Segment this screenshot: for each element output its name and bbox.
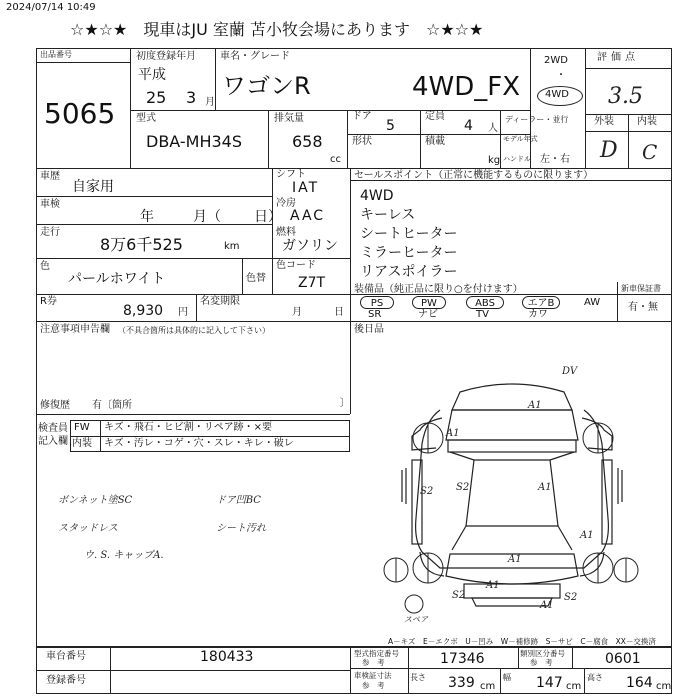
inspection-month: 月（ (193, 209, 221, 225)
interior-grade: C (642, 140, 658, 164)
shift-value: IAT (292, 180, 320, 196)
length-label: 長さ (410, 673, 426, 682)
class-no-value: 0601 (605, 651, 641, 667)
ac-value: AAC (290, 208, 326, 224)
exterior-grade: D (600, 138, 618, 163)
doors-label: ドア (352, 111, 372, 122)
fuel-value: ガソリン (282, 238, 338, 254)
equipment-item-sub: ナビ (418, 309, 438, 320)
first-reg-label: 初度登録年月 (136, 51, 196, 62)
type-no-label: 型式指定番号 (354, 649, 399, 658)
inspector-row2-prefix: 内装 (72, 438, 92, 449)
sales-point-item: リアスポイラー (360, 264, 458, 280)
model-label: 型式 (136, 113, 156, 124)
damage-mark: A1 (580, 530, 594, 541)
equipment-item-sub: TV (476, 309, 489, 320)
equipment-item-sub: SR (368, 309, 382, 320)
length-value: 339 (448, 675, 475, 691)
lot-number: 5065 (44, 97, 116, 130)
exterior-label: 外装 (594, 116, 614, 127)
dims-label2: 参 考 (362, 681, 385, 690)
damage-mark: S2 (564, 592, 578, 603)
type-no-value: 17346 (440, 651, 485, 667)
fuel-label: 燃料 (276, 227, 296, 238)
inspector-row1: キズ・飛石・ヒビ割・リペア跡・×要 (104, 422, 272, 433)
inspector-label: 検査員 (38, 423, 68, 434)
handwritten-note: ドア凹BC (216, 495, 261, 506)
color-code-label: 色コード (276, 260, 316, 271)
header-title: ☆★☆★ 現車はJU 室蘭 苫小牧会場にあります ☆★☆★ (70, 20, 484, 39)
width-label: 幅 (503, 673, 511, 682)
first-reg-era: 平成 (138, 67, 166, 83)
displacement-unit: cc (330, 154, 341, 165)
damage-mark: DV (562, 366, 578, 377)
handle-value: 左・右 (540, 154, 570, 165)
mileage-value: 8万6千525 (100, 235, 183, 254)
damage-mark: スペア (404, 615, 428, 624)
car-name: ワゴンR (222, 72, 311, 100)
width-unit: cm (566, 681, 582, 692)
chassis-label: 車台番号 (46, 651, 86, 662)
car-grade: 4WD_FX (412, 72, 521, 102)
timestamp: 2024/07/14 10:49 (6, 2, 96, 13)
repair-label: 修復歴 (40, 400, 70, 411)
lot-label: 出品番号 (40, 50, 72, 59)
damage-mark: S2 (456, 482, 470, 493)
class-no-label: 類別区分番号 (520, 649, 565, 658)
shape-label: 形状 (352, 136, 372, 147)
ac-label: 冷房 (276, 198, 296, 209)
equipment-item: ABS (466, 296, 504, 309)
inspection-label: 車検 (40, 199, 60, 210)
history-value: 自家用 (72, 179, 114, 195)
first-reg-year: 25 (146, 88, 167, 107)
sales-point-item: ミラーヒーター (360, 245, 458, 261)
name-change-day: 日 (334, 307, 344, 318)
length-unit: cm (480, 681, 496, 692)
drive-option-2wd: 2WD (544, 55, 568, 66)
recycle-unit: 円 (178, 307, 188, 318)
damage-mark: A1 (528, 400, 542, 411)
aftermarket-label: 後日品 (354, 324, 384, 335)
damage-mark: A1 (508, 554, 522, 565)
color-code: Z7T (298, 275, 326, 291)
color-label: 色 (40, 261, 50, 272)
name-change-month: 月 (292, 307, 302, 318)
inspection-year: 年 (140, 209, 154, 225)
handwritten-note: ウ. S. キャップA. (84, 550, 164, 561)
color-change-label: 色替 (246, 273, 266, 284)
sales-point-item: 4WD (360, 188, 394, 204)
capacity-label: 定員 (425, 111, 445, 122)
mileage-unit: km (224, 241, 240, 252)
registration-label: 登録番号 (46, 675, 86, 686)
sales-points-label: セールスポイント（正常に機能するものに限ります） (354, 170, 594, 181)
height-label: 高さ (587, 673, 603, 682)
load-unit: kg (488, 155, 501, 166)
mileage-label: 走行 (40, 227, 60, 238)
history-label: 車歴 (40, 171, 60, 182)
repair-value: 有〔箇所 (92, 400, 132, 411)
color-value: パールホワイト (68, 271, 166, 287)
inspector-row1-prefix: FW (74, 422, 90, 433)
notes-label: 注意事項申告欄 (40, 324, 110, 335)
damage-mark: A1 (486, 580, 500, 591)
notes-sub: （不具合箇所は具体的に記入して下さい） (118, 326, 270, 335)
model-year-label: モデル年式 (503, 135, 538, 143)
inspection-day: 日） (254, 209, 282, 225)
type-no-label2: 参 考 (362, 658, 385, 667)
displacement-label: 排気量 (274, 113, 304, 124)
damage-mark: A1 (538, 482, 552, 493)
recycle-value: 8,930 (123, 303, 164, 319)
equipment-item: AW (584, 297, 601, 308)
equipment-item: エアB (522, 296, 560, 309)
class-no-label2: 参 考 (530, 658, 553, 667)
dims-label: 車検証寸法 (354, 671, 392, 680)
first-reg-month: 3 (186, 88, 197, 107)
inspector-label: 記入欄 (38, 436, 68, 447)
warranty-label: 新車保証書 (621, 284, 661, 293)
recycle-label: R券 (40, 296, 57, 307)
first-reg-month-unit: 月 (205, 97, 215, 108)
equipment-item: PW (412, 296, 446, 309)
shift-label: シフト (276, 169, 306, 180)
sales-point-item: キーレス (360, 207, 416, 223)
handwritten-note: スタッドレス (58, 523, 118, 534)
damage-mark: A1 (540, 600, 554, 611)
load-label: 積載 (425, 136, 445, 147)
damage-legend: A－キズ E－エクボ U－凹み W－補修跡 S－サビ C－腐食 XX－交換済 (388, 637, 656, 646)
handwritten-note: シート汚れ (216, 523, 266, 534)
handwritten-note: ボンネット塗SC (58, 495, 133, 506)
equipment-item-sub: カワ (528, 309, 548, 320)
drive-option-4wd: 4WD (545, 89, 569, 100)
capacity-value: 4 (464, 118, 473, 134)
rating-label: 評価点 (597, 52, 639, 63)
name-change-label: 名変期限 (200, 296, 240, 307)
height-unit: cm (656, 681, 672, 692)
drive-dot: ・ (556, 70, 566, 81)
car-name-label: 車名・グレード (220, 51, 290, 62)
width-value: 147 (536, 675, 563, 691)
model-value: DBA-MH34S (146, 132, 243, 151)
car-diagram (352, 340, 672, 630)
doors-value: 5 (386, 118, 395, 134)
warranty-value: 有・無 (628, 302, 658, 313)
rating-value: 3.5 (608, 84, 643, 109)
height-value: 164 (626, 675, 653, 691)
dealer-label: ディーラー・並行 (505, 115, 569, 124)
sales-point-item: シートヒーター (360, 226, 458, 242)
capacity-unit: 人 (488, 123, 498, 134)
chassis-value: 180433 (200, 649, 254, 665)
inspector-row2: キズ・汚レ・コゲ・穴・スレ・キレ・破レ (104, 438, 294, 449)
damage-mark: A1 (446, 428, 460, 439)
interior-label: 内装 (637, 116, 657, 127)
damage-mark: S2 (420, 486, 434, 497)
displacement-value: 658 (292, 132, 323, 151)
equipment-item: PS (360, 296, 394, 309)
equipment-label: 装備品（純正品に限り○を付けます） (354, 284, 523, 295)
damage-mark: S2 (452, 590, 466, 601)
handle-label: ハンドル (503, 155, 531, 163)
repair-close: 〕 (340, 398, 350, 409)
